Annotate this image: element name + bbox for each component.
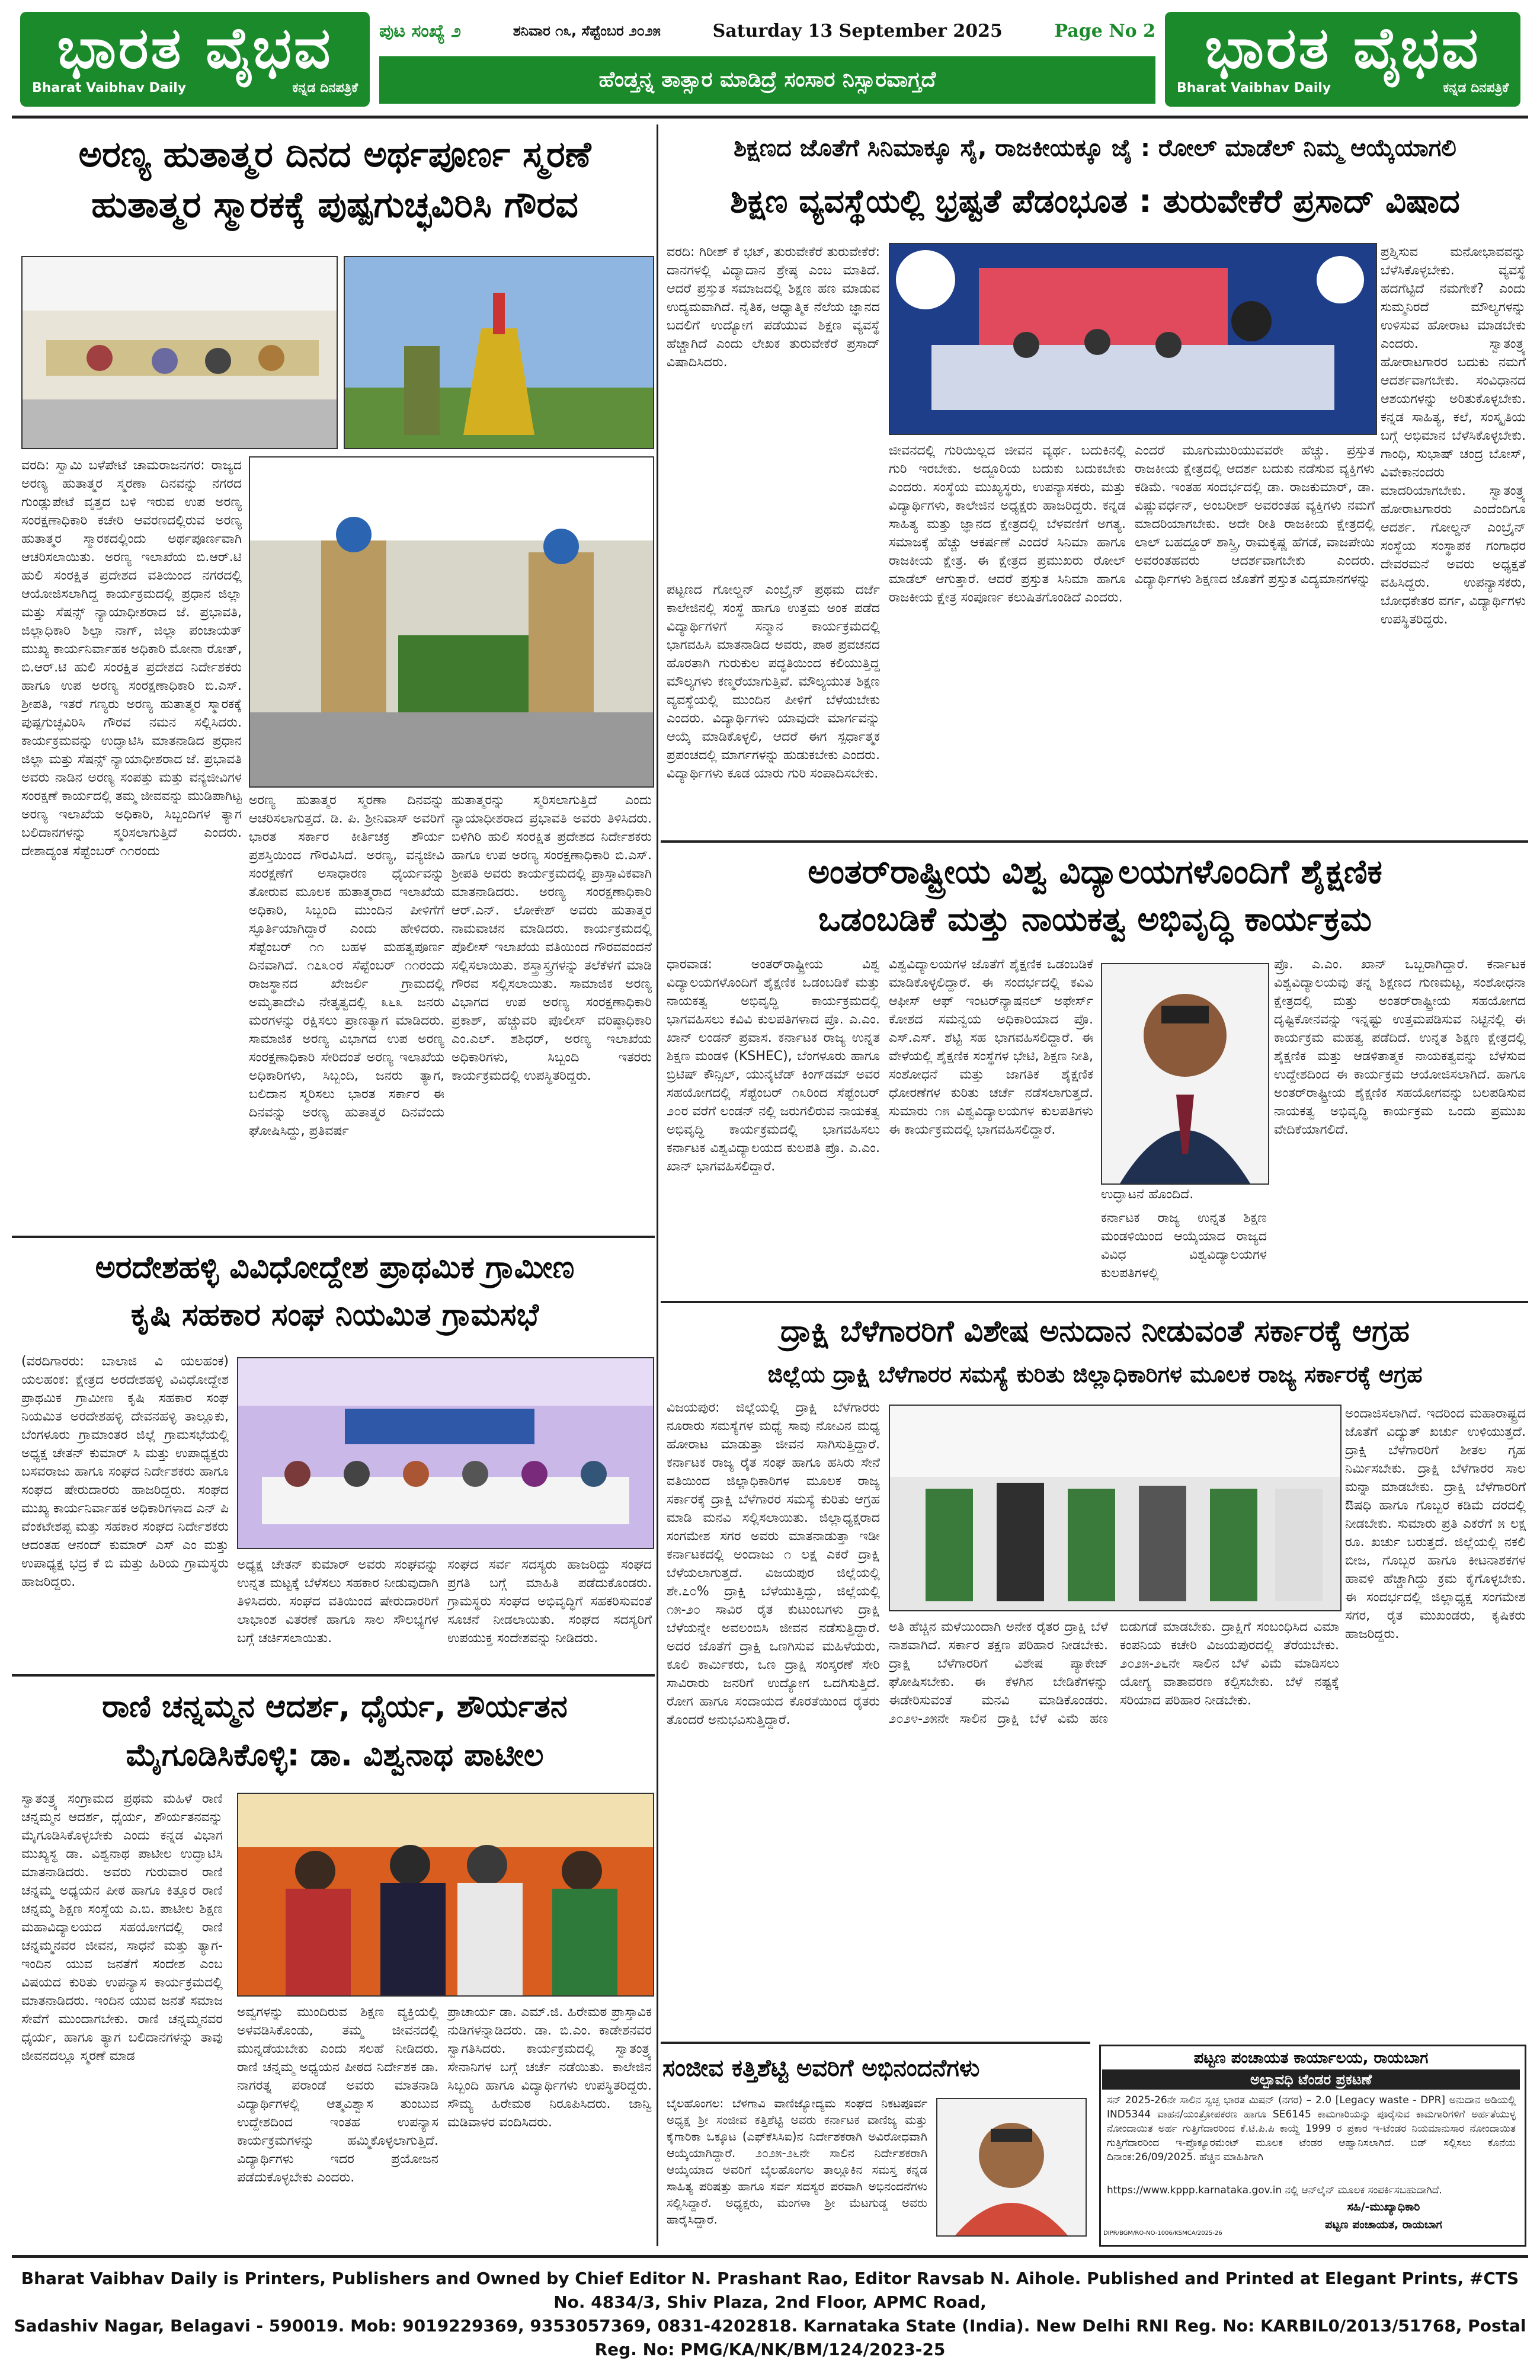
a3-headline-2: ಒಡಂಬಡಿಕೆ ಮತ್ತು ನಾಯಕತ್ವ ಅಭಿವೃದ್ಧಿ ಕಾರ್ಯಕ್ರಮ — [818, 900, 1372, 939]
a7-headline: ಸಂಜೀವ ಕತ್ತಿಶೆಟ್ಟಿ ಅವರಿಗೆ ಅಭಿನಂದನೆಗಳು — [662, 2055, 980, 2082]
a4-headline-2: ಕೃಷಿ ಸಹಕಾರ ಸಂಘ ನಿಯಮಿತ ಗ್ರಾಮಸಭೆ — [130, 1297, 539, 1333]
tender-url-link[interactable]: https://www.kppp.karnataka.gov.in — [1107, 2184, 1282, 2196]
a1-photo-3 — [249, 456, 654, 788]
a7-top-rule — [661, 2042, 1090, 2044]
a1-column-1: ವರದಿ: ಸ್ವಾಮಿ ಬಳೆಪೇಟೆ ಚಾಮರಾಜನಗರ: ರಾಜ್ಯದ ಅರಣ್ಯ ಹುತಾತ್ಮರ ಸ್ಮರಣಾ ದಿನವನ್ನು ನಗರದ ಗುಂಡ್ಲುಪೇಟೆ ವೃತ್ತದ ಬಳಿ ಇರುವ ಉಪ ಅರಣ್ಯ ಸಂರಕ್ಷಣಾಧಿಕಾರಿ ಕಚೇರಿ ಆವರಣದಲ್ಲಿರುವ ಅರಣ್ಯ ಹುತಾತ್ಮರ ಸ್ಮಾರಕದಲ್ಲಿಂದು ಅರ್ಥಪೂರ್ಣವಾಗಿ ಆಚರಿಸಲಾಯಿತು. ಅರಣ್ಯ ಇಲಾಖೆಯ ಬಿ.ಆರ್.ಟಿ ಹುಲಿ ಸಂರಕ್ಷಿತ ಪ್ರದೇಶದ ವತಿಯಿಂದ ನಗರದಲ್ಲಿ ಆಯೋಜಿಸಲಾಗಿದ್ದ ಕಾರ್ಯಕ್ರಮದಲ್ಲಿ ಪ್ರಧಾನ ಜಿಲ್ಲಾ ಮತ್ತು ಸೆಷನ್ಸ್ ನ್ಯಾಯಾಧೀಶರಾದ ಜೆ. ಪ್ರಭಾವತಿ, ಜಿಲ್ಲಾಧಿಕಾರಿ ಶಿಲ್ಪಾ ನಾಗ್, ಜಿಲ್ಲಾ ಪಂಚಾಯತ್ ಮುಖ್ಯ ಕಾರ್ಯನಿರ್ವಾಹಕ ಅಧಿಕಾರಿ ಮೋನಾ ರೋತ್, ಬಿ.ಆರ್.ಟಿ ಹುಲಿ ಸಂರಕ್ಷಿತ ಪ್ರದೇಶದ ನಿರ್ದೇಶಕರು ಹಾಗೂ ಉಪ ಅರಣ್ಯ ಸಂರಕ್ಷಣಾಧಿಕಾರಿ ಬಿ.ಎಸ್. ಶ್ರೀಪತಿ, ಇತರೆ ಗಣ್ಯರು ಅರಣ್ಯ ಹುತಾತ್ಮರ ಸ್ಮಾರಕಕ್ಕೆ ಪುಷ್ಪಗುಚ್ಛವಿರಿಸಿ ಗೌರವ ನಮನ ಸಲ್ಲಿಸಿದರು. ಕಾರ್ಯಕ್ರಮವನ್ನು ಉದ್ಘಾಟಿಸಿ ಮಾತನಾಡಿದ ಪ್ರಧಾನ ಜಿಲ್ಲಾ ಮತ್ತು ಸೆಷನ್ಸ್ ನ್ಯಾಯಾಧೀಶರಾದ ಜೆ. ಪ್ರಭಾವತಿ ಅವರು ನಾಡಿನ ಅರಣ್ಯ ಸಂಪತ್ತು ಮತ್ತು ವನ್ಯಜೀವಿಗಳ ಸಂರಕ್ಷಣೆ ಕಾರ್ಯದಲ್ಲಿ ತಮ್ಮ ಜೀವವನ್ನು ಮುಡಿಪಾಗಿಟ್ಟ ಅರಣ್ಯ ಇಲಾಖೆಯ ಅಧಿಕಾರಿ, ಸಿಬ್ಬಂದಿಗಳ ತ್ಯಾಗ ಬಲಿದಾನಗಳನ್ನು ಸ್ಮರಿಸಲಾಗುತ್ತಿದೆ ಎಂದರು. ದೇಶಾದ್ಯಂತ ಸೆಪ್ಟೆಂಬರ್ ೧೧ರಂದು — [21, 458, 242, 859]
a4-headline-1: ಅರದೇಶಹಳ್ಳಿ ವಿವಿಧೋದ್ದೇಶ ಪ್ರಾಥಮಿಕ ಗ್ರಾಮೀಣ — [95, 1250, 575, 1285]
a1-photo-1-image — [23, 257, 337, 448]
tender-sign-1: ಸಹಿ/-ಮುಖ್ಯಾಧಿಕಾರಿ — [1347, 2200, 1420, 2213]
footer — [12, 2267, 1528, 2359]
a7-body: ಬೈಲಹೊಂಗಲ: ಬೆಳಗಾವಿ ವಾಣಿಜ್ಯೋದ್ಯಮ ಸಂಘದ ನಿಕಟಪೂರ್ವ ಅಧ್ಯಕ್ಷ ಶ್ರೀ ಸಂಜೀವ ಕತ್ತಿಶೆಟ್ಟಿ ಅವರು ಕರ್ನಾಟಕ ವಾಣಿಜ್ಯ ಮತ್ತು ಕೈಗಾರಿಕಾ ಒಕ್ಕೂಟ (ಎಫ್‌ಕೆಸಿಸಿಐ)ನ ನಿರ್ದೇಶಕರಾಗಿ ಅವಿರೋಧವಾಗಿ ಆಯ್ಕೆಯಾಗಿದ್ದಾರೆ. ೨೦೨೫-೨೬ನೇ ಸಾಲಿನ ನಿರ್ದೇಶಕರಾಗಿ ಆಯ್ಕೆಯಾದ ಅವರಿಗೆ ಬೈಲಹೊಂಗಲ ತಾಲ್ಲೂಕಿನ ಸಮಸ್ತ ಕನ್ನಡ ಸಾಹಿತ್ಯ ಪರಿಷತ್ತು ಹಾಗೂ ಸರ್ವ ಸದಸ್ಯರ ಪರವಾಗಿ ಅಭಿನಂದನೆಗಳು ಸಲ್ಲಿಸಿದ್ದಾರೆ. ಅಧ್ಯಕ್ಷರು, ಮಂಗಳಾ ಶ್ರೀ ಮೆಟಗುಡ್ಡ ಅವರು ಹಾರೈಸಿದ್ದಾರೆ. — [667, 2096, 927, 2227]
a6-photo-image — [238, 1794, 653, 1995]
tender-url-line — [1107, 2183, 1516, 2197]
masthead-sub-kn-right: ಕನ್ನಡ ದಿನಪತ್ರಿಕೆ — [1443, 81, 1509, 95]
a3-headline-1: ಅಂತರ್‌ರಾಷ್ಟ್ರೀಯ ವಿಶ್ವ ವಿದ್ಯಾಲಯಗಳೊಂದಿಗೆ ಶೈಕ್ಷಣಿಕ — [808, 853, 1382, 891]
masthead-sub-en-right: Bharat Vaibhav Daily — [1177, 81, 1331, 95]
a4-photo — [237, 1357, 654, 1549]
tender-title: ಅಲ್ಪಾವಧಿ ಟೆಂಡರ ಪ್ರಕಟಣೆ — [1102, 2069, 1520, 2090]
a6-column-3: ಪ್ರಾಚಾರ್ಯ ಡಾ. ಎಮ್.ಜಿ. ಹಿರೇಮಠ ಪ್ರಾಸ್ತಾವಿಕ ನುಡಿಗಳನ್ನಾಡಿದರು. ಡಾ. ಬಿ.ಎಂ. ಕಾಡೇಶನವರ ಸ್ವಾಗತಿಸಿದರು. ಕಾರ್ಯಕ್ರಮದಲ್ಲಿ ಸ್ವಾತಂತ್ರ್ಯ ಸೇನಾನಿಗಳ ಬಗ್ಗೆ ಚರ್ಚೆ ನಡೆಯಿತು. ಕಾಲೇಜಿನ ಸಿಬ್ಬಂದಿ ಹಾಗೂ ವಿದ್ಯಾರ್ಥಿಗಳು ಉಪಸ್ಥಿತರಿದ್ದರು. ಸೌಮ್ಯ ಹಿರೇಮಠ ನಿರೂಪಿಸಿದರು. ಜಾನ್ವಿ ಮಡಿವಾಳರ ವಂದಿಸಿದರು. — [447, 2005, 652, 2130]
a6-headline-2: ಮೈಗೂಡಿಸಿಕೊಳ್ಳಿ: ಡಾ. ವಿಶ್ವನಾಥ ಪಾಟೀಲ — [126, 1738, 544, 1773]
masthead-sub-kn: ಕನ್ನಡ ದಿನಪತ್ರಿಕೆ — [292, 81, 358, 95]
a1-headline-1: ಅರಣ್ಯ ಹುತಾತ್ಮರ ದಿನದ ಅರ್ಥಪೂರ್ಣ ಸ್ಮರಣೆ — [78, 134, 591, 175]
a5-headline-2: ಜಿಲ್ಲೆಯ ದ್ರಾಕ್ಷಿ ಬೆಳೆಗಾರರ ಸಮಸ್ಯೆ ಕುರಿತು ಜಿಲ್ಲಾಧಿಕಾರಿಗಳ ಮೂಲಕ ರಾಜ್ಯ ಸರ್ಕಾರಕ್ಕೆ ಆಗ್ರಹ — [767, 1361, 1423, 1387]
a5-column-3: ಅಂದಾಜಿಸಲಾಗಿದೆ. ಇದರಿಂದ ಮಹಾರಾಷ್ಟ್ರದ ಜೊತೆಗೆ ವಿದ್ಯುತ್ ಖರ್ಚು ಉಳಿಯುತ್ತದೆ. ದ್ರಾಕ್ಷಿ ಬೆಳೆಗಾರರಿಗೆ ಶೀತಲ ಗೃಹ ನಿರ್ಮಿಸಬೇಕು. ದ್ರಾಕ್ಷಿ ಬೆಳೆಗಾರರ ಸಾಲ ಮನ್ನಾ ಮಾಡಬೇಕು. ದ್ರಾಕ್ಷಿ ಬೆಳೆಗಾರರಿಗೆ ಔಷಧಿ ಹಾಗೂ ಗೊಬ್ಬರ ಕಡಿಮೆ ದರದಲ್ಲಿ ನೀಡಬೇಕು. ಸುಮಾರು ಪ್ರತಿ ಎಕರೆಗೆ ೫ ಲಕ್ಷ ರೂ. ಖರ್ಚು ಬರುತ್ತದೆ. ಜಿಲ್ಲೆಯಲ್ಲಿ ನಕಲಿ ಬೀಜ, ಗೊಬ್ಬರ ಹಾಗೂ ಕೀಟನಾಶಕಗಳ ಹಾವಳಿ ಹೆಚ್ಚಾಗಿದ್ದು ಕ್ರಮ ಕೈಗೊಳ್ಳಬೇಕು. ಈ ಸಂದರ್ಭದಲ್ಲಿ ಜಿಲ್ಲಾಧ್ಯಕ್ಷ ಸಂಗಮೇಶ ಸಗರ, ರೈತ ಮುಖಂಡರು, ಕೃಷಿಕರು ಹಾಜರಿದ್ದರು. — [1345, 1406, 1526, 1642]
a5-photo — [889, 1405, 1342, 1611]
a2-photo-main-image — [890, 244, 1376, 434]
center-column-rule — [657, 124, 658, 2246]
a4-photo-image — [238, 1358, 653, 1548]
a2-lead: ವರದಿ: ಗಿರೀಶ್ ಕೆ ಭಟ್, ತುರುವೇಕೆರೆ ತುರುವೇಕೆರೆ: ದಾನಗಳಲ್ಲಿ ವಿದ್ಯಾದಾನ ಶ್ರೇಷ್ಠ ಎಂಬ ಮಾತಿದೆ. ಆದರೆ ಪ್ರಸ್ತುತ ಸಮಾಜದಲ್ಲಿ ಶಿಕ್ಷಣ ಹಣ ಮಾಡುವ ಉದ್ಯಮವಾಗಿದೆ. ನೈತಿಕ, ಆಧ್ಯಾತ್ಮಿಕ ನೆಲೆಯ ಜ್ಞಾನದ ಬದಲಿಗೆ ಉದ್ಯೋಗ ಪಡೆಯುವ ಶಿಕ್ಷಣ ವ್ಯವಸ್ಥೆ ಹೆಚ್ಚಾಗಿದೆ ಎಂದು ಲೇಖಕ ತುರುವೇಕೆರೆ ಪ್ರಸಾದ್ ವಿಷಾದಿಸಿದರು. — [667, 245, 880, 370]
a4-bottom-rule — [12, 1674, 655, 1677]
masthead-sub-en: Bharat Vaibhav Daily — [32, 81, 187, 95]
a2-photo-main — [889, 243, 1377, 435]
a2-headline-2: ಶಿಕ್ಷಣ ವ್ಯವಸ್ಥೆಯಲ್ಲಿ ಭ್ರಷ್ಟತೆ ಪೆಡಂಭೂತ : ತುರುವೇಕೆರೆ ಪ್ರಸಾದ್ ವಿಷಾದ — [730, 183, 1460, 220]
date-kn: ಶನಿವಾರ ೧೩, ಸೆಪ್ಟೆಂಬರ ೨೦೨೫ — [513, 23, 661, 39]
a2-column-2: ಜೀವನದಲ್ಲಿ ಗುರಿಯಿಲ್ಲದ ಜೀವನ ವ್ಯರ್ಥ. ಬದುಕಿನಲ್ಲಿ ಗುರಿ ಇರಬೇಕು. ಅದ್ದೂರಿಯ ಬದುಕು ಬದುಕಬೇಕು ಎಂದರು. ಸಂಸ್ಥೆಯ ಮುಖ್ಯಸ್ಥರು, ಉಪನ್ಯಾಸಕರು, ಮತ್ತು ವಿದ್ಯಾರ್ಥಿಗಳು, ಕಾಲೇಜಿನ ಅಧ್ಯಕ್ಷರು ಹಾಜರಿದ್ದರು. ಕನ್ನಡ ಸಾಹಿತ್ಯ ಮತ್ತು ಜ್ಞಾನದ ಕ್ಷೇತ್ರದಲ್ಲಿ ಬೆಳವಣಿಗೆ ಅಗತ್ಯ. ಸಮಾಜಕ್ಕೆ ಹೆಚ್ಚು ಆಕರ್ಷಣೆ ಎಂದರೆ ಸಿನಿಮಾ ಹಾಗೂ ರಾಜಕೀಯ ಕ್ಷೇತ್ರ. ಈ ಕ್ಷೇತ್ರದ ಪ್ರಮುಖರು ರೋಲ್ ಮಾಡೆಲ್ ಆಗುತ್ತಾರೆ. ಆದರೆ ಪ್ರಸ್ತುತ ಸಿನಿಮಾ ಹಾಗೂ ರಾಜಕೀಯ ಕ್ಷೇತ್ರ ಸಂಪೂರ್ಣ ಕಲುಷಿತಗೊಂಡಿದೆ ಎಂದರು. — [889, 443, 1126, 605]
a2-column-3: ಎಂದರೆ ಮೂಗುಮುರಿಯುವವರೇ ಹೆಚ್ಚು. ಪ್ರಸ್ತುತ ರಾಜಕೀಯ ಕ್ಷೇತ್ರದಲ್ಲಿ ಆದರ್ಶ ಬದುಕು ನಡೆಸುವ ವ್ಯಕ್ತಿಗಳು ಕಡಿಮೆ. ಇಂತಹ ಸಂದರ್ಭದಲ್ಲಿ ಡಾ. ರಾಜಕುಮಾರ್, ಡಾ. ವಿಷ್ಣುವರ್ಧನ್, ಅಂಬರೀಶ್ ಅವರಂತಹ ವ್ಯಕ್ತಿಗಳು ನಮಗೆ ಮಾದರಿಯಾಗಬೇಕು. ಅದೇ ರೀತಿ ರಾಜಕೀಯ ಕ್ಷೇತ್ರದಲ್ಲಿ ಲಾಲ್ ಬಹದ್ದೂರ್ ಶಾಸ್ತ್ರಿ, ರಾಮಕೃಷ್ಣ ಹೆಗಡೆ, ವಾಜಪೇಯಿ ಅವರಂತಹವರು ಆದರ್ಶವಾಗಬೇಕು ಎಂದರು. ವಿದ್ಯಾರ್ಥಿಗಳು ಶಿಕ್ಷಣದ ಜೊತೆಗೆ ಪ್ರಸ್ತುತ ವಿದ್ಯಮಾನಗಳನ್ನು — [1135, 443, 1375, 587]
a1-photo-2 — [344, 256, 654, 449]
a1-column-2: ಅರಣ್ಯ ಹುತಾತ್ಮರ ಸ್ಮರಣಾ ದಿನವನ್ನು ಆಚರಿಸಲಾಗುತ್ತದೆ. ಡಿ. ಪಿ. ಶ್ರೀನಿವಾಸ್ ಅವರಿಗೆ ಭಾರತ ಸರ್ಕಾರ ಕೀರ್ತಿಚಕ್ರ ಶೌರ್ಯ ಪ್ರಶಸ್ತಿಯಿಂದ ಗೌರವಿಸಿದೆ. ಅರಣ್ಯ, ವನ್ಯಜೀವಿ ಸಂರಕ್ಷಣೆಗೆ ಅಸಾಧಾರಣ ಧೈರ್ಯವನ್ನು ತೋರುವ ಮೂಲಕ ಹುತಾತ್ಮರಾದ ಇಲಾಖೆಯ ಅಧಿಕಾರಿ, ಸಿಬ್ಬಂದಿ ಮುಂದಿನ ಪೀಳಿಗೆಗೆ ಸ್ಫೂರ್ತಿಯಾಗಿದ್ದಾರೆ ಎಂದು ಹೇಳಿದರು. ಸೆಪ್ಟೆಂಬರ್ ೧೧ ಬಹಳ ಮಹತ್ವಪೂರ್ಣ ದಿನವಾಗಿದೆ. ೧೭೩೦ರ ಸೆಪ್ಟೆಂಬರ್ ೧೧ರಂದು ರಾಜಸ್ಥಾನದ ಖೇಜರ್ಲಿ ಗ್ರಾಮದಲ್ಲಿ ಅಮೃತಾದೇವಿ ನೇತೃತ್ವದಲ್ಲಿ ೩೬೩ ಜನರು ಮರಗಳನ್ನು ರಕ್ಷಿಸಲು ಪ್ರಾಣತ್ಯಾಗ ಮಾಡಿದರು. ಸಾಮಾಜಿಕ ಅರಣ್ಯ ವಿಭಾಗದ ಉಪ ಅರಣ್ಯ ಸಂರಕ್ಷಣಾಧಿಕಾರಿ ಸೇರಿದಂತೆ ಅರಣ್ಯ ಇಲಾಖೆಯ ಅಧಿಕಾರಿಗಳು, ಸಿಬ್ಬಂದಿ, ಜನರು ತ್ಯಾಗ, ಬಲಿದಾನ ಸ್ಮರಿಸಲು ಭಾರತ ಸರ್ಕಾರ ಈ ದಿನವನ್ನು ಅರಣ್ಯ ಹುತಾತ್ಮರ ದಿನವೆಂದು ಘೋಷಿಸಿದ್ದು, ಪ್ರತಿವರ್ಷ — [249, 793, 444, 1138]
a4-column-1: (ವರದಿಗಾರರು: ಬಾಲಾಜಿ ವಿ ಯಲಹಂಕ) ಯಲಹಂಕ: ಕ್ಷೇತ್ರದ ಅರದೇಶಹಳ್ಳಿ ವಿವಿಧೋದ್ದೇಶ ಪ್ರಾಥಮಿಕ ಗ್ರಾಮೀಣ ಕೃಷಿ ಸಹಕಾರ ಸಂಘ ನಿಯಮಿತ ಅರದೇಶಹಳ್ಳಿ ದೇವನಹಳ್ಳಿ ತಾಲ್ಲೂಕು, ಬೆಂಗಳೂರು ಗ್ರಾಮಾಂತರ ಜಿಲ್ಲೆ ಗ್ರಾಮಸಭೆಯಲ್ಲಿ ಅಧ್ಯಕ್ಷ ಚೇತನ್ ಕುಮಾರ್ ಸಿ ಮತ್ತು ಉಪಾಧ್ಯಕ್ಷರು ಬಸವರಾಜು ಹಾಗೂ ಸಂಘದ ನಿರ್ದೇಶಕರು ಹಾಗೂ ಸಂಘದ ಷೇರುದಾರರು ಹಾಜರಿದ್ದರು. ಸಂಘದ ಮುಖ್ಯ ಕಾರ್ಯನಿರ್ವಾಹಕ ಅಧಿಕಾರಿಗಳಾದ ಎನ್ ಪಿ ವೆಂಕಟೇಶಪ್ಪ ಮತ್ತು ಸಹಕಾರ ಸಂಘದ ನಿರ್ದೇಶಕರು ಆದಂತಹ ಆನಂದ್ ಕುಮಾರ್ ಎಸ್ ಎಂ ಮತ್ತು ಉಪಾಧ್ಯಕ್ಷ ಭದ್ರ ಕೆ ಬಿ ಮತ್ತು ಹಿರಿಯ ಗ್ರಾಮಸ್ಥರು ಹಾಜರಿದ್ದರು. — [21, 1354, 229, 1589]
tender-url-tail: ನಲ್ಲಿ ಆನ್‌ಲೈನ್ ಮೂಲಕ ಸಂಪರ್ಕಿಸಬಹುದಾಗಿದೆ. — [1285, 2184, 1442, 2196]
a7-photo-image — [937, 2099, 1086, 2235]
a1-bottom-rule — [12, 1236, 655, 1238]
a7-photo — [936, 2098, 1087, 2237]
tender-org: ಪಟ್ಟಣ ಪಂಚಾಯತ ಕಾರ್ಯಾಲಯ, ರಾಯಬಾಗ — [1193, 2049, 1429, 2067]
a3-column-3: ಕರ್ನಾಟಕ ರಾಜ್ಯ ಉನ್ನತ ಶಿಕ್ಷಣ ಮಂಡಳಿಯಿಂದ ಆಯ್ಕೆಯಾದ ರಾಜ್ಯದ ವಿವಿಧ ವಿಶ್ವವಿದ್ಯಾಲಯಗಳ ಕುಲಪತಿಗಳಲ್ಲಿ — [1101, 1211, 1267, 1281]
a5-column-2: ಅತಿ ಹೆಚ್ಚಿನ ಮಳೆಯಿಂದಾಗಿ ಅನೇಕ ರೈತರ ದ್ರಾಕ್ಷಿ ಬೆಳೆ ನಾಶವಾಗಿದೆ. ಸರ್ಕಾರ ತಕ್ಷಣ ಪರಿಹಾರ ನೀಡಬೇಕು. ದ್ರಾಕ್ಷಿ ಬೆಳೆಗಾರರಿಗೆ ವಿಶೇಷ ಪ್ಯಾಕೇಜ್ ಘೋಷಿಸಬೇಕು. ಈ ಕೆಳಗಿನ ಬೇಡಿಕೆಗಳನ್ನು ಈಡೇರಿಸುವಂತೆ ಮನವಿ ಮಾಡಿಕೊಂಡರು. ೨೦೨೪-೨೫ನೇ ಸಾಲಿನ ದ್ರಾಕ್ಷಿ ಬೆಳೆ ವಿಮೆ ಹಣ ಬಿಡುಗಡೆ ಮಾಡಬೇಕು. ದ್ರಾಕ್ಷಿಗೆ ಸಂಬಂಧಿಸಿದ ವಿಮಾ ಕಂಪನಿಯ ಕಚೇರಿ ವಿಜಯಪುರದಲ್ಲಿ ತೆರೆಯಬೇಕು. ೨೦೨೫-೨೬ನೇ ಸಾಲಿನ ಬೆಳೆ ವಿಮೆ ಮಾಡಿಸಲು ಯೋಗ್ಯ ವಾತಾವರಣ ಕಲ್ಪಿಸಬೇಕು. ಬೆಳೆ ನಷ್ಟಕ್ಕೆ ಸರಿಯಾದ ಪರಿಹಾರ ನೀಡಬೇಕು. — [889, 1620, 1339, 1726]
a5-photo-image — [890, 1406, 1340, 1610]
a4-column-3: ಸಂಘದ ಸರ್ವ ಸದಸ್ಯರು ಹಾಜರಿದ್ದು ಸಂಘದ ಪ್ರಗತಿ ಬಗ್ಗೆ ಮಾಹಿತಿ ಪಡೆದುಕೊಂಡರು. ಗ್ರಾಮಸ್ಥರು ಸಂಘದ ಅಭಿವೃದ್ಧಿಗೆ ಸಹಕರಿಸುವಂತೆ ಸೂಚನೆ ನೀಡಲಾಯಿತು. ಸಂಘದ ಸದಸ್ಯರಿಗೆ ಉಪಯುಕ್ತ ಸಂದೇಶವನ್ನು ನೀಡಿದರು. — [447, 1557, 652, 1646]
masthead-left — [20, 12, 370, 107]
a6-column-2: ಅವ್ವಗಳನ್ನು ಮುಂದಿರುವ ಶಿಕ್ಷಣ ವ್ಯಕ್ತಿಯಲ್ಲಿ ಅಳವಡಿಸಿಕೊಂಡು, ತಮ್ಮ ಜೀವನದಲ್ಲಿ ಮುನ್ನಡೆಯಬೇಕು ಎಂದು ಸಲಹೆ ನೀಡಿದರು. ರಾಣಿ ಚನ್ನಮ್ಮ ಅಧ್ಯಯನ ಪೀಠದ ನಿರ್ದೇಶಕ ಡಾ. ನಾಗರತ್ನ ಪರಾಂಡೆ ಅವರು ಮಾತನಾಡಿ ವಿದ್ಯಾರ್ಥಿಗಳಲ್ಲಿ ಆತ್ಮವಿಶ್ವಾಸ ತುಂಬುವ ಉದ್ದೇಶದಿಂದ ಇಂತಹ ಉಪನ್ಯಾಸ ಕಾರ್ಯಕ್ರಮಗಳನ್ನು ಹಮ್ಮಿಕೊಳ್ಳಲಾಗುತ್ತಿದೆ. ವಿದ್ಯಾರ್ಥಿಗಳು ಇದರ ಪ್ರಯೋಜನ ಪಡೆದುಕೊಳ್ಳಬೇಕು ಎಂದರು. — [237, 2005, 438, 2185]
a6-column-1: ಸ್ವಾತಂತ್ರ್ಯ ಸಂಗ್ರಾಮದ ಪ್ರಥಮ ಮಹಿಳೆ ರಾಣಿ ಚನ್ನಮ್ಮನ ಆದರ್ಶ, ಧೈರ್ಯ, ಶೌರ್ಯತನವನ್ನು ಮೈಗೂಡಿಸಿಕೊಳ್ಳಬೇಕು ಎಂದು ಕನ್ನಡ ವಿಭಾಗ ಮುಖ್ಯಸ್ಥ ಡಾ. ವಿಶ್ವನಾಥ ಪಾಟೀಲ ಉದ್ಘಾಟಿಸಿ ಮಾತನಾಡಿದರು. ಅವರು ಗುರುವಾರ ರಾಣಿ ಚನ್ನಮ್ಮ ಅಧ್ಯಯನ ಪೀಠ ಹಾಗೂ ಕಿತ್ತೂರ ರಾಣಿ ಚನ್ನಮ್ಮ ಶಿಕ್ಷಣ ಸಂಸ್ಥೆಯ ಎ.ಬಿ. ಪಾಟೀಲ ಶಿಕ್ಷಣ ಮಹಾವಿದ್ಯಾಲಯದ ಸಹಯೋಗದಲ್ಲಿ ರಾಣಿ ಚನ್ನಮ್ಮನವರ ಜೀವನ, ಸಾಧನೆ ಮತ್ತು ತ್ಯಾಗ-ಇಂದಿನ ಯುವ ಜನತೆಗೆ ಸಂದೇಶ ಎಂಬ ವಿಷಯದ ಕುರಿತು ಉಪನ್ಯಾಸ ಕಾರ್ಯಕ್ರಮದಲ್ಲಿ ಮಾತನಾಡಿದರು. ಇಂದಿನ ಯುವ ಜನತೆ ಸಮಾಜ ಸೇವೆಗೆ ಮುಂದಾಗಬೇಕು. ರಾಣಿ ಚನ್ನಮ್ಮನವರ ಧೈರ್ಯ, ಹಾಗೂ ತ್ಯಾಗ ಬಲಿದಾನಗಳನ್ನು ತಾವು ಜೀವನದಲ್ಲೂ ಸ್ಮರಣೆ ಮಾಡ — [21, 1792, 223, 2064]
masthead-title: ಭಾರತ ವೈಭವ — [57, 15, 333, 81]
a5-column-1: ವಿಜಯಪುರ: ಜಿಲ್ಲೆಯಲ್ಲಿ ದ್ರಾಕ್ಷಿ ಬೆಳೆಗಾರರು ನೂರಾರು ಸಮಸ್ಯೆಗಳ ಮಧ್ಯೆ ಸಾವು ನೋವಿನ ಮಧ್ಯ ಹೋರಾಟ ಮಾಡುತ್ತಾ ಜೀವನ ಸಾಗಿಸುತ್ತಿದ್ದಾರೆ. ಕರ್ನಾಟಕ ರಾಜ್ಯ ರೈತ ಸಂಘ ಹಾಗೂ ಹಸಿರು ಸೇನೆ ವತಿಯಿಂದ ಜಿಲ್ಲಾಧಿಕಾರಿಗಳ ಮೂಲಕ ರಾಜ್ಯ ಸರ್ಕಾರಕ್ಕೆ ದ್ರಾಕ್ಷಿ ಬೆಳೆಗಾರರ ಸಮಸ್ಯೆ ಕುರಿತು ಆಗ್ರಹ ಮಾಡಿ ಮನವಿ ಸಲ್ಲಿಸಲಾಯಿತು. ಜಿಲ್ಲಾಧ್ಯಕ್ಷರಾದ ಸಂಗಮೇಶ ಸಗರ ಅವರು ಮಾತನಾಡುತ್ತಾ ಇಡೀ ಕರ್ನಾಟಕದಲ್ಲಿ ಅಂದಾಜು ೧ ಲಕ್ಷ ಎಕರೆ ದ್ರಾಕ್ಷಿ ಬೆಳೆಯಲಾಗುತ್ತದೆ. ವಿಜಯಪುರ ಜಿಲ್ಲೆಯಲ್ಲಿ ಶೇ.೭೦% ದ್ರಾಕ್ಷಿ ಬೆಳೆಯುತ್ತಿದ್ದು, ಜಿಲ್ಲೆಯಲ್ಲಿ ೧೫-೨೦ ಸಾವಿರ ರೈತ ಕುಟುಂಬಗಳು ದ್ರಾಕ್ಷಿ ಬೆಳೆಯನ್ನೇ ಅವಲಂಬಿಸಿ ಜೀವನ ನಡೆಸುತ್ತಿದ್ದಾರೆ. ಅದರ ಜೊತೆಗೆ ದ್ರಾಕ್ಷಿ ಒಣಗಿಸುವ ಮಹಿಳೆಯರು, ಕೂಲಿ ಕಾರ್ಮಿಕರು, ಒಣ ದ್ರಾಕ್ಷಿ ಸಂಸ್ಕರಣೆ ಸೇರಿ ಸಾವಿರಾರು ಜನರಿಗೆ ಉದ್ಯೋಗ ಒದಗಿಸುತ್ತಿದೆ. ರೋಗ ಹಾಗೂ ಸಂದಾಯದ ಕೊರತೆಯಿಂದ ರೈತರು ತೊಂದರೆ ಅನುಭವಿಸುತ್ತಿದ್ದಾರೆ. — [667, 1400, 880, 1728]
a3-bottom-rule — [661, 1301, 1528, 1303]
a3-photo-portrait-image — [1102, 964, 1268, 1183]
a1-photo-1 — [21, 256, 338, 449]
quote-bar — [379, 56, 1155, 104]
footer-line-1: Bharat Vaibhav Daily is Printers, Publishers and Owned by Chief Editor N. Prashant Rao, Editor Ravsab N. Aihole. Published and Printed at Elegant Prints, #CTS No. 4834/3, Shiv Plaza, 2nd Floor, APMC Road, — [21, 2269, 1519, 2312]
a1-photo-3-image — [250, 458, 653, 786]
a1-column-3: ಹುತಾತ್ಮರನ್ನು ಸ್ಮರಿಸಲಾಗುತ್ತಿದೆ ಎಂದು ನ್ಯಾಯಾಧೀಶರಾದ ಪ್ರಭಾವತಿ ಅವರು ತಿಳಿಸಿದರು. ಬಿಳಿಗಿರಿ ಹುಲಿ ಸಂರಕ್ಷಿತ ಪ್ರದೇಶದ ನಿರ್ದೇಶಕರು ಹಾಗೂ ಉಪ ಅರಣ್ಯ ಸಂರಕ್ಷಣಾಧಿಕಾರಿ ಬಿ.ಎಸ್. ಶ್ರೀಪತಿ ಅವರು ಕಾರ್ಯಕ್ರಮದಲ್ಲಿ ಪ್ರಾಸ್ತಾವಿಕವಾಗಿ ಮಾತನಾಡಿದರು. ಅರಣ್ಯ ಸಂರಕ್ಷಣಾಧಿಕಾರಿ ಆರ್.ಎನ್. ಲೋಕೇಶ್ ಅವರು ಹುತಾತ್ಮರ ನಾಮವಾಚನ ಮಾಡಿದರು. ಕಾರ್ಯಕ್ರಮದಲ್ಲಿ ಪೊಲೀಸ್ ಇಲಾಖೆಯ ವತಿಯಿಂದ ಗೌರವವಂದನೆ ಸಲ್ಲಿಸಲಾಯಿತು. ಶಸ್ತ್ರಾಸ್ತ್ರಗಳನ್ನು ತಲೆಕೆಳಗೆ ಮಾಡಿ ಗೌರವ ಸಲ್ಲಿಸಲಾಯಿತು. ಸಾಮಾಜಿಕ ಅರಣ್ಯ ವಿಭಾಗದ ಉಪ ಅರಣ್ಯ ಸಂರಕ್ಷಣಾಧಿಕಾರಿ ಪ್ರಕಾಶ್, ಹೆಚ್ಚುವರಿ ಪೊಲೀಸ್ ವರಿಷ್ಠಾಧಿಕಾರಿ ಎಂ.ಎಲ್. ಶಶಿಧರ್, ಅರಣ್ಯ ಇಲಾಖೆಯ ಅಧಿಕಾರಿಗಳು, ಸಿಬ್ಬಂದಿ ಇತರರು ಕಾರ್ಯಕ್ರಮದಲ್ಲಿ ಉಪಸ್ಥಿತರಿದ್ದರು. — [452, 793, 652, 1083]
date-en: Saturday 13 September 2025 — [712, 20, 1003, 41]
masthead-rule — [12, 116, 1528, 119]
a3-column-2: ವಿಶ್ವವಿದ್ಯಾಲಯಗಳ ಜೊತೆಗೆ ಶೈಕ್ಷಣಿಕ ಒಡಂಬಡಿಕೆ ಮಾಡಿಕೊಳ್ಳಲಿದ್ದಾರೆ. ಈ ಸಂದರ್ಭದಲ್ಲಿ ಕವಿವಿ ಆಫೀಸ್ ಆಫ್ ಇಂಟರ್‌ನ್ಯಾಷನಲ್ ಅಫೇರ್ಸ್ ಕೋಶದ ಸಮನ್ವಯ ಅಧಿಕಾರಿಯಾದ ಪ್ರೊ. ಎಸ್.ಎಸ್. ಶೆಟ್ಟಿ ಸಹ ಭಾಗವಹಿಸಲಿದ್ದಾರೆ. ಈ ವೇಳೆಯಲ್ಲಿ ಶೈಕ್ಷಣಿಕ ಸಂಸ್ಥೆಗಳ ಭೇಟಿ, ಶಿಕ್ಷಣ ನೀತಿ, ಸಂಶೋಧನೆ ಮತ್ತು ಜಾಗತಿಕ ಶೈಕ್ಷಣಿಕ ಧೋರಣೆಗಳ ಕುರಿತು ಚರ್ಚೆ ನಡೆಸಲಾಗುತ್ತದೆ. ಸುಮಾರು ೧೫ ವಿಶ್ವವಿದ್ಯಾಲಯಗಳ ಕುಲಪತಿಗಳು ಈ ಕಾರ್ಯಕ್ರಮದಲ್ಲಿ ಭಾಗವಹಿಸಲಿದ್ದಾರೆ. — [889, 957, 1093, 1137]
tender-dipr: DIPR/BGM/RO-NO-1006/KSMCA/2025-26 — [1103, 2230, 1222, 2237]
masthead-title-right: ಭಾರತ ವೈಭವ — [1205, 15, 1481, 81]
a3-photo-caption: ಉದ್ಘಾಟನೆ ಹೊಂದಿದೆ. — [1101, 1187, 1194, 1202]
a2-headline-1: ಶಿಕ್ಷಣದ ಜೊತೆಗೆ ಸಿನಿಮಾಕ್ಕೂ ಸೈ, ರಾಜಕೀಯಕ್ಕೂ ಜೈ : ರೋಲ್ ಮಾಡೆಲ್ ನಿಮ್ಮ ಆಯ್ಕೆಯಾಗಲಿ — [734, 135, 1456, 162]
tender-body: ಸನ್ 2025-26ನೇ ಸಾಲಿನ ಸ್ವಚ್ಛ ಭಾರತ ಮಿಷನ್ (ನಗರ) – 2.0 [Legacy waste - DPR] ಅನುದಾನ ಅಡಿಯಲ್ಲಿ IND5344 ವಾಹನ/ಯಂತ್ರೋಪಕರಣ ಹಾಗೂ SE6145 ಕಾಮಗಾರಿಯನ್ನು ಪೂರೈಸುವ ಕಾಮಗಾರಿಗಳಿಗೆ ಅರ್ಹತೆಯುಳ್ಳ ನೋಂದಾಯಿತ ಅರ್ಹ ಗುತ್ತಿಗೆದಾರರಿಂದ ಕೆ.ಟಿ.ಪಿ.ಪಿ ಕಾಯ್ದೆ 1999 ರ ಪ್ರಕಾರ ಇ-ಟೆಂಡರ ನಿಯಮಾನುಸಾರ ನೋಂದಾಯಿತ ಗುತ್ತಿಗೆದಾರರಿಂದ ಇ-ಪ್ರೊಕ್ಯೂರಮೆಂಟ್ ಮೂಲಕ ಟೆಂಡರ ಆಹ್ವಾನಿಸಲಾಗಿದೆ. ಬಿಡ್ ಸಲ್ಲಿಸಲು ಕೊನೆಯ ದಿನಾಂಕ:26/09/2025. ಹೆಚ್ಚಿನ ಮಾಹಿತಿಗಾಗಿ — [1107, 2094, 1516, 2163]
masthead-quote: ಹೆಂಡ್ತನ್ನ ತಾತ್ಸಾರ ಮಾಡಿದ್ರೆ ಸಂಸಾರ ನಿಸ್ಸಾರವಾಗ್ತದೆ — [598, 68, 936, 92]
a3-column-1: ಧಾರವಾಡ: ಅಂತರ್‌ರಾಷ್ಟ್ರೀಯ ವಿಶ್ವ ವಿದ್ಯಾಲಯಗಳೊಂದಿಗೆ ಶೈಕ್ಷಣಿಕ ಒಡಂಬಡಿಕೆ ಮತ್ತು ನಾಯಕತ್ವ ಅಭಿವೃದ್ಧಿ ಕಾರ್ಯಕ್ರಮದಲ್ಲಿ ಭಾಗವಹಿಸಲು ಕವಿವಿ ಕುಲಪತಿಗಳಾದ ಪ್ರೊ. ಎ.ಎಂ. ಖಾನ್ ಲಂಡನ್ ಪ್ರವಾಸ. ಕರ್ನಾಟಕ ರಾಜ್ಯ ಉನ್ನತ ಶಿಕ್ಷಣ ಮಂಡಳಿ (KSHEC), ಬೆಂಗಳೂರು ಹಾಗೂ ಬ್ರಿಟಿಷ್ ಕೌನ್ಸಿಲ್, ಯುನೈಟೆಡ್ ಕಿಂಗ್‌ಡಮ್ ಅವರ ಸಹಯೋಗದಲ್ಲಿ ಸೆಪ್ಟೆಂಬರ್ ೧೩ರಿಂದ ಸೆಪ್ಟೆಂಬರ್ ೨೦ರ ವರೆಗೆ ಲಂಡನ್ ನಲ್ಲಿ ಜರುಗಲಿರುವ ನಾಯಕತ್ವ ಅಭಿವೃದ್ಧಿ ಕಾರ್ಯಕ್ರಮದಲ್ಲಿ ಭಾಗವಹಿಸಲು ಕರ್ನಾಟಕ ವಿಶ್ವವಿದ್ಯಾಲಯದ ಕುಲಪತಿ ಪ್ರೊ. ಎ.ಎಂ. ಖಾನ್ ಭಾಗವಹಿಸಲಿದ್ದಾರೆ. — [667, 957, 880, 1174]
a3-column-4: ಪ್ರೊ. ಎ.ಎಂ. ಖಾನ್ ಒಬ್ಬರಾಗಿದ್ದಾರೆ. ಕರ್ನಾಟಕ ವಿಶ್ವವಿದ್ಯಾಲಯವು ತನ್ನ ಶಿಕ್ಷಣದ ಗುಣಮಟ್ಟ, ಸಂಶೋಧನಾ ಕ್ಷೇತ್ರದಲ್ಲಿ ಮತ್ತು ಅಂತರ್‌ರಾಷ್ಟ್ರೀಯ ಸಹಯೋಗದ ದೃಷ್ಟಿಕೋನವನ್ನು ಇನ್ನಷ್ಟು ಉತ್ತಮಪಡಿಸುವ ನಿಟ್ಟಿನಲ್ಲಿ ಈ ಕಾರ್ಯಕ್ರಮ ಮಹತ್ವ ಪಡೆದಿದೆ. ಉನ್ನತ ಶಿಕ್ಷಣ ಕ್ಷೇತ್ರದಲ್ಲಿ ಶೈಕ್ಷಣಿಕ ಮತ್ತು ಆಡಳಿತಾತ್ಮಕ ನಾಯಕತ್ವವನ್ನು ಬೆಳೆಸುವ ಉದ್ದೇಶದಿಂದ ಈ ಕಾರ್ಯಕ್ರಮ ಆಯೋಜಿಸಲಾಗಿದೆ. ಹಾಗೂ ಅಂತರ್‌ರಾಷ್ಟ್ರೀಯ ಶೈಕ್ಷಣಿಕ ಸಹಯೋಗವನ್ನು ಬಲಪಡಿಸುವ ನಾಯಕತ್ವ ಅಭಿವೃದ್ಧಿ ಕಾರ್ಯಕ್ರಮ ಒಂದು ಪ್ರಮುಖ ವೇದಿಕೆಯಾಗಲಿದೆ. — [1274, 957, 1526, 1137]
a2-bottom-rule — [661, 840, 1528, 843]
a6-photo — [237, 1793, 654, 1997]
a3-photo-portrait — [1101, 963, 1269, 1185]
masthead-right — [1165, 12, 1520, 107]
a5-headline-1: ದ್ರಾಕ್ಷಿ ಬೆಳೆಗಾರರಿಗೆ ವಿಶೇಷ ಅನುದಾನ ನೀಡುವಂತೆ ಸರ್ಕಾರಕ್ಕೆ ಆಗ್ರಹ — [780, 1314, 1410, 1348]
footer-line-2: Sadashiv Nagar, Belagavi - 590019. Mob: 9019229369, 9353057369, 0831-4202818. Karnataka State (India). New Delhi RNI Reg. No: KARBIL0/2013/51768, Postal Reg. No: PMG/KA/NK/BM/124/2023-25 — [14, 2316, 1526, 2359]
a1-headline-2: ಹುತಾತ್ಮರ ಸ್ಮಾರಕಕ್ಕೆ ಪುಷ್ಪಗುಚ್ಛವಿರಿಸಿ ಗೌರವ — [91, 184, 578, 226]
page-meta-bar — [379, 13, 1155, 49]
a4-column-2: ಅಧ್ಯಕ್ಷ ಚೇತನ್ ಕುಮಾರ್ ಅವರು ಸಂಘವನ್ನು ಉನ್ನತ ಮಟ್ಟಕ್ಕೆ ಬೆಳೆಸಲು ಸಹಕಾರ ನೀಡುವುದಾಗಿ ತಿಳಿಸಿದರು. ಸಂಘದ ವತಿಯಿಂದ ಷೇರುದಾರರಿಗೆ ಲಾಭಾಂಶ ವಿತರಣೆ ಹಾಗೂ ಸಾಲ ಸೌಲಭ್ಯಗಳ ಬಗ್ಗೆ ಚರ್ಚಿಸಲಾಯಿತು. — [237, 1557, 438, 1646]
tender-sign-2: ಪಟ್ಟಣ ಪಂಚಾಯತ, ರಾಯಬಾಗ — [1325, 2218, 1442, 2231]
page-number-kn: ಪುಟ ಸಂಖ್ಯೆ ೨ — [379, 20, 462, 41]
a2-column-1: ಪಟ್ಟಣದ ಗೋಲ್ಡನ್ ಎಂಬ್ರೈನ್ ಪ್ರಥಮ ದರ್ಜೆ ಕಾಲೇಜಿನಲ್ಲಿ ಸಂಸ್ಥೆ ಹಾಗೂ ಉತ್ತಮ ಅಂಕ ಪಡೆದ ವಿದ್ಯಾರ್ಥಿಗಳಿಗೆ ಸನ್ಮಾನ ಕಾರ್ಯಕ್ರಮದಲ್ಲಿ ಭಾಗವಹಿಸಿ ಮಾತನಾಡಿದ ಅವರು, ಪಾಠ ಪ್ರವಚನದ ಹೊರತಾಗಿ ಗುರುಕುಲ ಪದ್ಧತಿಯಿಂದ ಕಲಿಯುತ್ತಿದ್ದ ಮೌಲ್ಯಗಳು ಕಣ್ಮರೆಯಾಗುತ್ತಿವೆ. ಮೌಲ್ಯಯುತ ಶಿಕ್ಷಣ ವ್ಯವಸ್ಥೆಯಲ್ಲಿ ಮುಂದಿನ ಪೀಳಿಗೆ ಬೆಳೆಯಬೇಕು ಎಂದರು. ವಿದ್ಯಾರ್ಥಿಗಳು ಯಾವುದೇ ಮಾರ್ಗವನ್ನು ಆಯ್ಕೆ ಮಾಡಿಕೊಳ್ಳಲಿ, ಆದರೆ ಈಗ ಸ್ಪರ್ಧಾತ್ಮಕ ಪ್ರಪಂಚದಲ್ಲಿ ಮಾರ್ಗಗಳನ್ನು ಹುಡುಕಬೇಕು ಎಂದರು. ವಿದ್ಯಾರ್ಥಿಗಳು ಕೂಡ ಯಾರು ಗುರಿ ಸಂಪಾದಿಸಬೇಕು. — [667, 583, 880, 781]
page-number-en: Page No 2 — [1054, 20, 1155, 41]
a6-headline-1: ರಾಣಿ ಚನ್ನಮ್ಮನ ಆದರ್ಶ, ಧೈರ್ಯ, ಶೌರ್ಯತನ — [102, 1689, 568, 1725]
footer-rule — [12, 2255, 1528, 2258]
a2-column-4: ಪ್ರಶ್ನಿಸುವ ಮನೋಭಾವವನ್ನು ಬೆಳೆಸಿಕೊಳ್ಳಬೇಕು. ವ್ಯವಸ್ಥೆ ಹದಗೆಟ್ಟಿದೆ ನಮಗೇಕೆ? ಎಂದು ಸುಮ್ಮನಿರದೆ ಮೌಲ್ಯಗಳನ್ನು ಉಳಿಸುವ ಹೋರಾಟ ಮಾಡಬೇಕು ಎಂದರು. ಸ್ವಾತಂತ್ರ್ಯ ಹೋರಾಟಗಾರರ ಬದುಕು ನಮಗೆ ಆದರ್ಶವಾಗಬೇಕು. ಸಂವಿಧಾನದ ಆಶಯಗಳನ್ನು ಅರಿತುಕೊಳ್ಳಬೇಕು. ಕನ್ನಡ ಸಾಹಿತ್ಯ, ಕಲೆ, ಸಂಸ್ಕೃತಿಯ ಬಗ್ಗೆ ಅಭಿಮಾನ ಬೆಳೆಸಿಕೊಳ್ಳಬೇಕು. ಗಾಂಧಿ, ಸುಭಾಷ್ ಚಂದ್ರ ಬೋಸ್, ವಿವೇಕಾನಂದರು ಮಾದರಿಯಾಗಬೇಕು. ಸ್ವಾತಂತ್ರ್ಯ ಹೋರಾಟಗಾರರು ಎಂದೆಂದಿಗೂ ಆದರ್ಶ. ಗೋಲ್ಡನ್ ಎಂಬ್ರೈನ್ ಸಂಸ್ಥೆಯ ಸಂಸ್ಥಾಪಕ ಗಂಗಾಧರ ದೇವರಮನೆ ಅವರು ಅಧ್ಯಕ್ಷತೆ ವಹಿಸಿದ್ದರು. ಉಪನ್ಯಾಸಕರು, ಬೋಧಕೇತರ ವರ್ಗ, ವಿದ್ಯಾರ್ಥಿಗಳು ಉಪಸ್ಥಿತರಿದ್ದರು. — [1381, 245, 1526, 627]
a1-photo-2-image — [345, 257, 653, 448]
